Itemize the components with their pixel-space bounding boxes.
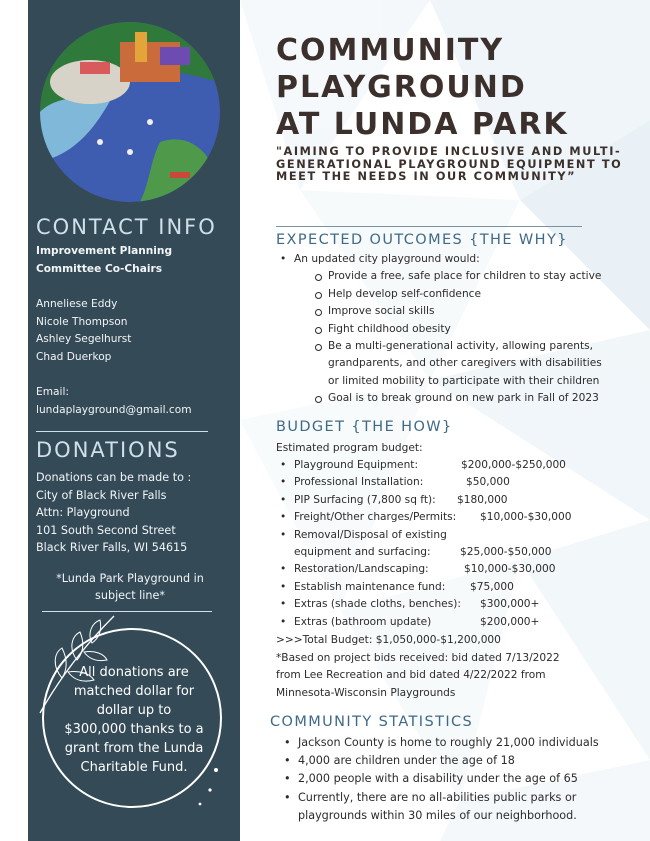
email-label: Email: bbox=[36, 386, 69, 398]
address-line: City of Black River Falls bbox=[36, 488, 167, 502]
list-item: Goal is to break ground on new park in Fall of 2023 bbox=[312, 390, 602, 407]
budget-item-label: PIP Surfacing (7,800 sq ft): bbox=[294, 493, 436, 506]
budget-heading: BUDGET {THE HOW} bbox=[276, 419, 453, 435]
budget-list bbox=[276, 457, 571, 631]
list-item bbox=[280, 789, 599, 825]
list-item: Provide a free, safe place for children to stay active bbox=[312, 268, 602, 285]
list-item bbox=[312, 338, 602, 390]
note-line: *Based on project bids received: bid dated 7/13/2022 bbox=[276, 652, 560, 664]
outcomes-heading: EXPECTED OUTCOMES {THE WHY} bbox=[276, 232, 568, 248]
budget-item-label: Establish maintenance fund: bbox=[294, 580, 446, 593]
contact-name: Anneliese Eddy bbox=[36, 298, 118, 310]
list-item: • 4,000 are children under the age of 18 bbox=[280, 752, 599, 770]
budget-item-label: equipment and surfacing: bbox=[294, 546, 431, 559]
contact-name: Nicole Thompson bbox=[36, 315, 128, 328]
list-item-line: playgrounds within 30 miles of our neighborhood. bbox=[298, 808, 577, 822]
budget-item bbox=[276, 527, 571, 562]
budget-item-label: Extras (shade cloths, benches): bbox=[294, 598, 461, 611]
budget-item-label: Playground Equipment: bbox=[294, 459, 419, 471]
note-line: Minnesota-Wisconsin Playgrounds bbox=[276, 686, 456, 699]
budget-item-amount: $200,000+ bbox=[480, 615, 540, 628]
outcomes-list bbox=[276, 251, 602, 408]
contact-name: Chad Duerkop bbox=[36, 350, 112, 363]
budget-item bbox=[276, 579, 571, 596]
note-line: from Lee Recreation and bid dated 4/22/2022 from bbox=[276, 669, 546, 682]
budget-item bbox=[276, 509, 571, 526]
budget-item bbox=[276, 492, 571, 509]
budget-item-amount: $300,000+ bbox=[480, 598, 540, 611]
list-item-line: Be a multi-generational activity, allowing parents, bbox=[328, 340, 593, 353]
title-line: PLAYGROUND bbox=[276, 70, 527, 105]
budget-item-label: Professional Installation: bbox=[294, 476, 424, 489]
title-line: COMMUNITY bbox=[276, 33, 505, 68]
committee-line: Committee Co-Chairs bbox=[36, 262, 163, 275]
list-item: Help develop self-confidence bbox=[312, 286, 602, 303]
donation-match-text: All donations are matched dollar for dollar up to $300,000 thanks to a grant from the Lunda Charitable Fund. bbox=[64, 665, 204, 775]
budget-item-label: Extras (bathroom update) bbox=[294, 615, 432, 628]
email-address[interactable]: lundaplayground@gmail.com bbox=[36, 403, 192, 416]
address-line: Attn: Playground bbox=[36, 506, 130, 519]
list-item-line: • Currently, there are no all-abilities public parks or bbox=[298, 790, 577, 804]
budget-item-amount: $10,000-$30,000 bbox=[464, 563, 556, 576]
list-item-line: or limited mobility to participate with their children bbox=[328, 374, 600, 387]
budget-item-amount: $50,000 bbox=[466, 476, 510, 489]
subject-line-note: *Lunda Park Playground in subject line* bbox=[56, 572, 204, 602]
title-line: AT LUNDA PARK bbox=[276, 107, 569, 142]
budget-item-amount: $180,000 bbox=[457, 493, 508, 506]
budget-item bbox=[276, 614, 571, 631]
statistics-list bbox=[280, 734, 599, 825]
budget-item-label: Removal/Disposal of existing bbox=[294, 528, 447, 541]
donations-heading: DONATIONS bbox=[36, 438, 180, 462]
committee-line: Improvement Planning bbox=[36, 245, 173, 257]
list-item: • 2,000 people with a disability under the age of 65 bbox=[280, 770, 599, 788]
budget-item-label: Freight/Other charges/Permits: bbox=[294, 511, 457, 524]
budget-item bbox=[276, 561, 571, 578]
budget-item bbox=[276, 596, 571, 613]
budget-item-amount: $25,000-$50,000 bbox=[460, 546, 552, 559]
address-line: 101 South Second Street bbox=[36, 523, 176, 537]
budget-note bbox=[276, 650, 560, 702]
budget-item bbox=[276, 474, 571, 491]
list-item-text: An updated city playground would: bbox=[294, 253, 480, 265]
budget-item-amount: $10,000-$30,000 bbox=[480, 511, 572, 524]
divider bbox=[276, 226, 582, 227]
budget-item-amount: $200,000-$250,000 bbox=[461, 459, 566, 471]
address-line: Donations can be made to : bbox=[36, 471, 192, 484]
list-item: • Jackson County is home to roughly 21,000 individuals bbox=[280, 734, 599, 752]
page-subtitle: "AIMING TO PROVIDE INCLUSIVE AND MULTI-GENERATIONAL PLAYGROUND EQUIPMENT TO MEET THE NEEDS IN OUR COMMUNITY” bbox=[276, 145, 623, 183]
list-item-line: grandparents, and other caregivers with disabilities bbox=[328, 357, 602, 370]
list-item bbox=[276, 251, 602, 408]
contact-info-heading: CONTACT INFO bbox=[36, 215, 217, 239]
budget-item bbox=[276, 457, 571, 474]
budget-intro: Estimated program budget: bbox=[276, 442, 423, 454]
contact-name: Ashley Segelhurst bbox=[36, 333, 132, 345]
address-line: Black River Falls, WI 54615 bbox=[36, 541, 188, 554]
statistics-heading: COMMUNITY STATISTICS bbox=[270, 714, 474, 730]
page-title bbox=[276, 32, 626, 143]
budget-item-amount: $75,000 bbox=[470, 580, 514, 593]
budget-total: >>>Total Budget: $1,050,000-$1,200,000 bbox=[276, 634, 501, 646]
budget-item-label: Restoration/Landscaping: bbox=[294, 563, 429, 576]
list-item: Improve social skills bbox=[312, 303, 602, 320]
list-item: Fight childhood obesity bbox=[312, 321, 602, 338]
